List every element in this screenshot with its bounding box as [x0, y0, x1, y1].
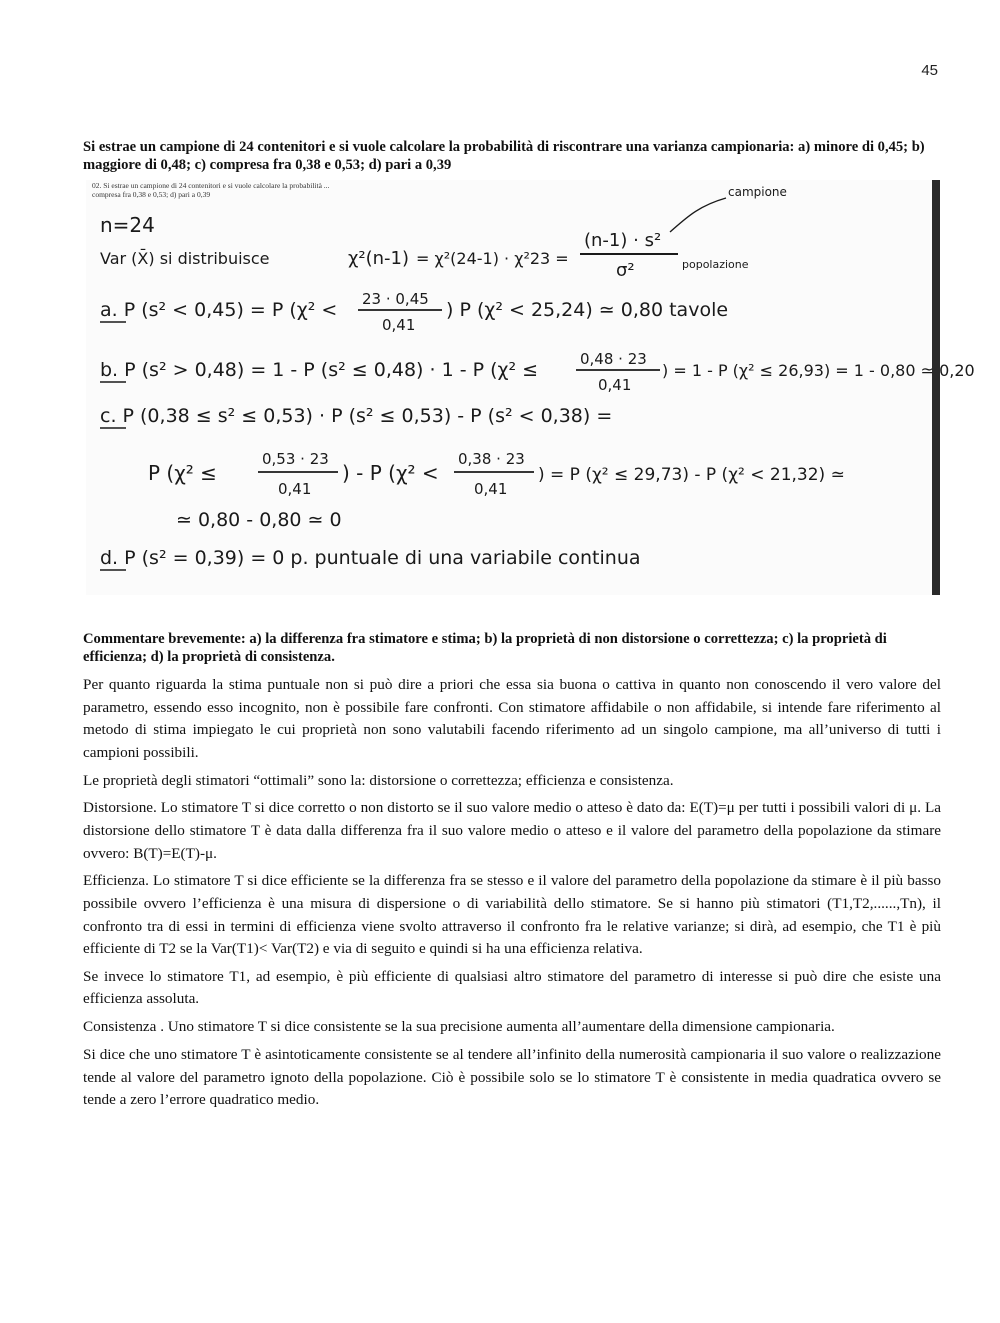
hw-line-a-num: 23 · 0,45 [362, 290, 429, 308]
paragraph-efficienza-assoluta: Se invece lo stimatore T1, ad esempio, è più efficiente di qualsiasi altro stimatore del parametro di interesse si può dire che esiste una efficienza assoluta. [83, 967, 941, 1008]
paragraph-efficienza: Efficienza. Lo stimatore T si dice efficiente se la differenza fra se stesso e il valore del parametro della popolazione da stimare è il più basso possibile ovvero l’efficienza è una misura di dispersione o di variabilità dello stimatore. Se si hanno più stimatori (T1,T2,......,Tn), il confronto tra di essi in termini di efficienza viene svolto attraverso il confronto fra le relative varianze; si dirà, ad esempio, che T1 è più efficiente di T2 se la Var(T1)< Var(T2) e via di seguito e quindi si ha una efficienza relativa. [83, 872, 941, 958]
hw-line-a: a. P (s² < 0,45) = P (χ² < [100, 299, 338, 321]
answer-body [83, 674, 941, 1117]
hw-line-c2-den2: 0,41 [474, 480, 508, 498]
hw-chi-equality: = χ²(24-1) · χ²23 = [416, 249, 569, 268]
hw-label-campione: campione [728, 185, 787, 199]
hw-fraction-denominator: σ² [616, 260, 635, 281]
hw-line-c2-mid: ) - P (χ² < [342, 461, 439, 485]
hw-line-c1: c. P (0,38 ≤ s² ≤ 0,53) · P (s² ≤ 0,53) - P (s² < 0,38) = [100, 405, 613, 427]
question-heading-sample-variance: Si estrae un campione di 24 contenitori e si vuole calcolare la probabilità di riscontrare una varianza campionaria: a) minore di 0,45; b) maggiore di 0,48; c) compresa fra 0,38 e 0,53; d) pari a 0,39 [83, 139, 925, 173]
scan-header-line2: compresa fra 0,38 e 0,53; d) pari a 0,39 [92, 190, 211, 199]
hw-line-b-right: ) = 1 - P (χ² ≤ 26,93) = 1 - 0,80 ≃ 0,20 [662, 361, 975, 380]
hw-line-c3: ≃ 0,80 - 0,80 ≃ 0 [176, 509, 342, 531]
hw-line-b-num: 0,48 · 23 [580, 350, 647, 368]
hw-line-b: b. P (s² > 0,48) = 1 - P (s² ≤ 0,48) · 1 - P (χ² ≤ [100, 359, 539, 381]
hw-line-c2-num2: 0,38 · 23 [458, 450, 525, 468]
paragraph-consistenza-asintotica: Si dice che uno stimatore T è asintoticamente consistente se al tendere all’infinito della numerosità campionaria il suo valore o realizzazione tende al valore del parametro ignoto della popolazione. Ciò è possibile solo se lo stimatore T è consistente in media quadratica ovvero se tende a zero l’errore quadratico medio. [83, 1046, 941, 1109]
hw-fraction-numerator: (n-1) · s² [584, 230, 662, 251]
hw-line-c2-den1: 0,41 [278, 480, 312, 498]
hw-line-c2-left: P (χ² ≤ [148, 461, 217, 485]
scan-edge [932, 180, 940, 595]
hw-line-d: d. P (s² = 0,39) = 0 p. puntuale di una variabile continua [100, 547, 641, 569]
hw-line-c2-num1: 0,53 · 23 [262, 450, 329, 468]
handwritten-solution-scan [86, 180, 975, 595]
scan-header-line1: 02. Si estrae un campione di 24 contenitori e si vuole calcolare la probabilità ... [92, 181, 330, 190]
paragraph-stima-puntuale: Per quanto riguarda la stima puntuale non si può dire a priori che essa sia buona o cattiva in quanto non conoscendo il vero valore del parametro, essendo esso incognito, non è possibile fare confronti. Con stimatore affidabile o non affidabile, si intende fare riferimento al metodo di stima impiegato le cui proprietà non sono valutabili facendo riferimento ad un singolo campione, ma all’universo di tutti i campioni possibili. [83, 676, 941, 761]
hw-label-popolazione: popolazione [682, 258, 749, 271]
hw-n-equals: n=24 [100, 213, 155, 237]
hw-line-a-right: ) P (χ² < 25,24) ≃ 0,80 tavole [446, 299, 729, 321]
hw-var-label: Var (X̄) si distribuisce [100, 249, 270, 268]
hw-line-c2-right: ) = P (χ² ≤ 29,73) - P (χ² < 21,32) ≃ [538, 465, 845, 485]
paragraph-consistenza: Consistenza . Uno stimatore T si dice consistente se la sua precisione aumenta all’aumentare della dimensione campionaria. [83, 1018, 835, 1036]
page-number: 45 [921, 62, 938, 79]
hw-arrow-campione [670, 198, 726, 232]
paragraph-distorsione: Distorsione. Lo stimatore T si dice corretto o non distorto se il suo valore medio o atteso è dato da: E(T)=μ per tutti i possibili valori di μ. La distorsione dello stimatore T è data dalla differenza fra il suo valore medio o atteso e il valore del parametro della popolazione da stimare ovvero: B(T)=E(T)-μ. [83, 799, 941, 862]
hw-chi-dist: χ²(n-1) [348, 248, 410, 269]
paragraph-proprieta-stimatori: Le proprietà degli stimatori “ottimali” sono la: distorsione o correttezza; efficienza e consistenza. [83, 771, 674, 789]
handwritten-solution-drawing [86, 180, 975, 595]
question-heading-estimator-properties: Commentare brevemente: a) la differenza fra stimatore e stima; b) la proprietà di non distorsione o correttezza; c) la proprietà di efficienza; d) la proprietà di consistenza. [83, 631, 887, 665]
hw-line-a-den: 0,41 [382, 316, 416, 334]
hw-line-b-den: 0,41 [598, 376, 632, 394]
